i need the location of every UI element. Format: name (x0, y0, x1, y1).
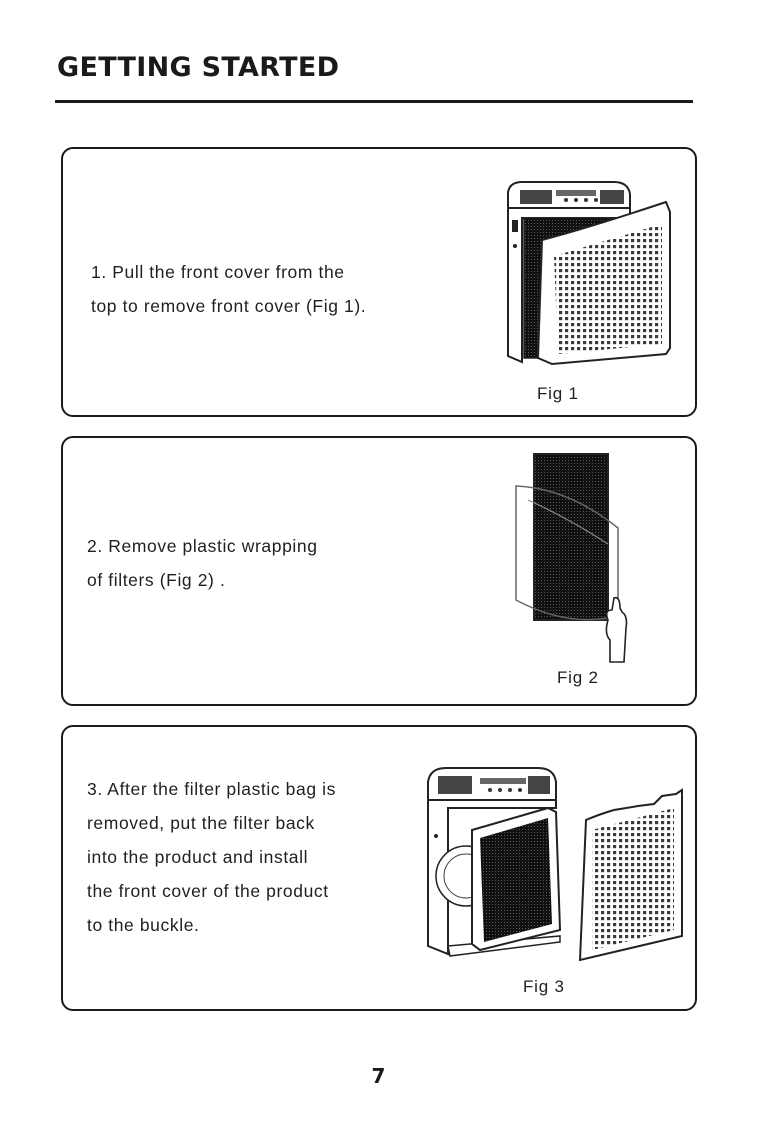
step-2-text (87, 529, 318, 597)
step-1-line-1: 1. Pull the front cover from the (91, 262, 345, 282)
fig-3-label: Fig 3 (523, 977, 565, 996)
filter-reinstall-illustration (420, 760, 690, 972)
step-2-line-2: of filters (Fig 2) . (87, 570, 226, 590)
air-purifier-cover-removal-illustration (498, 178, 678, 370)
step-1-text (91, 255, 366, 323)
step-2-line-1: 2. Remove plastic wrapping (87, 536, 318, 556)
fig-2-label: Fig 2 (557, 668, 599, 687)
filter-plastic-wrap-illustration (508, 448, 638, 670)
step-3-line-1: 3. After the filter plastic bag is (87, 779, 336, 799)
step-3-line-4: the front cover of the product (87, 881, 329, 901)
step-3-line-2: removed, put the filter back (87, 813, 315, 833)
step-1-line-2: top to remove front cover (Fig 1). (91, 296, 367, 316)
fig-1-label: Fig 1 (537, 384, 579, 403)
step-3-line-3: into the product and install (87, 847, 309, 867)
page-number: 7 (371, 1064, 386, 1088)
title-divider (55, 100, 693, 103)
page-title: GETTING STARTED (57, 52, 340, 83)
step-3-line-5: to the buckle. (87, 915, 200, 935)
step-3-text (87, 772, 336, 942)
